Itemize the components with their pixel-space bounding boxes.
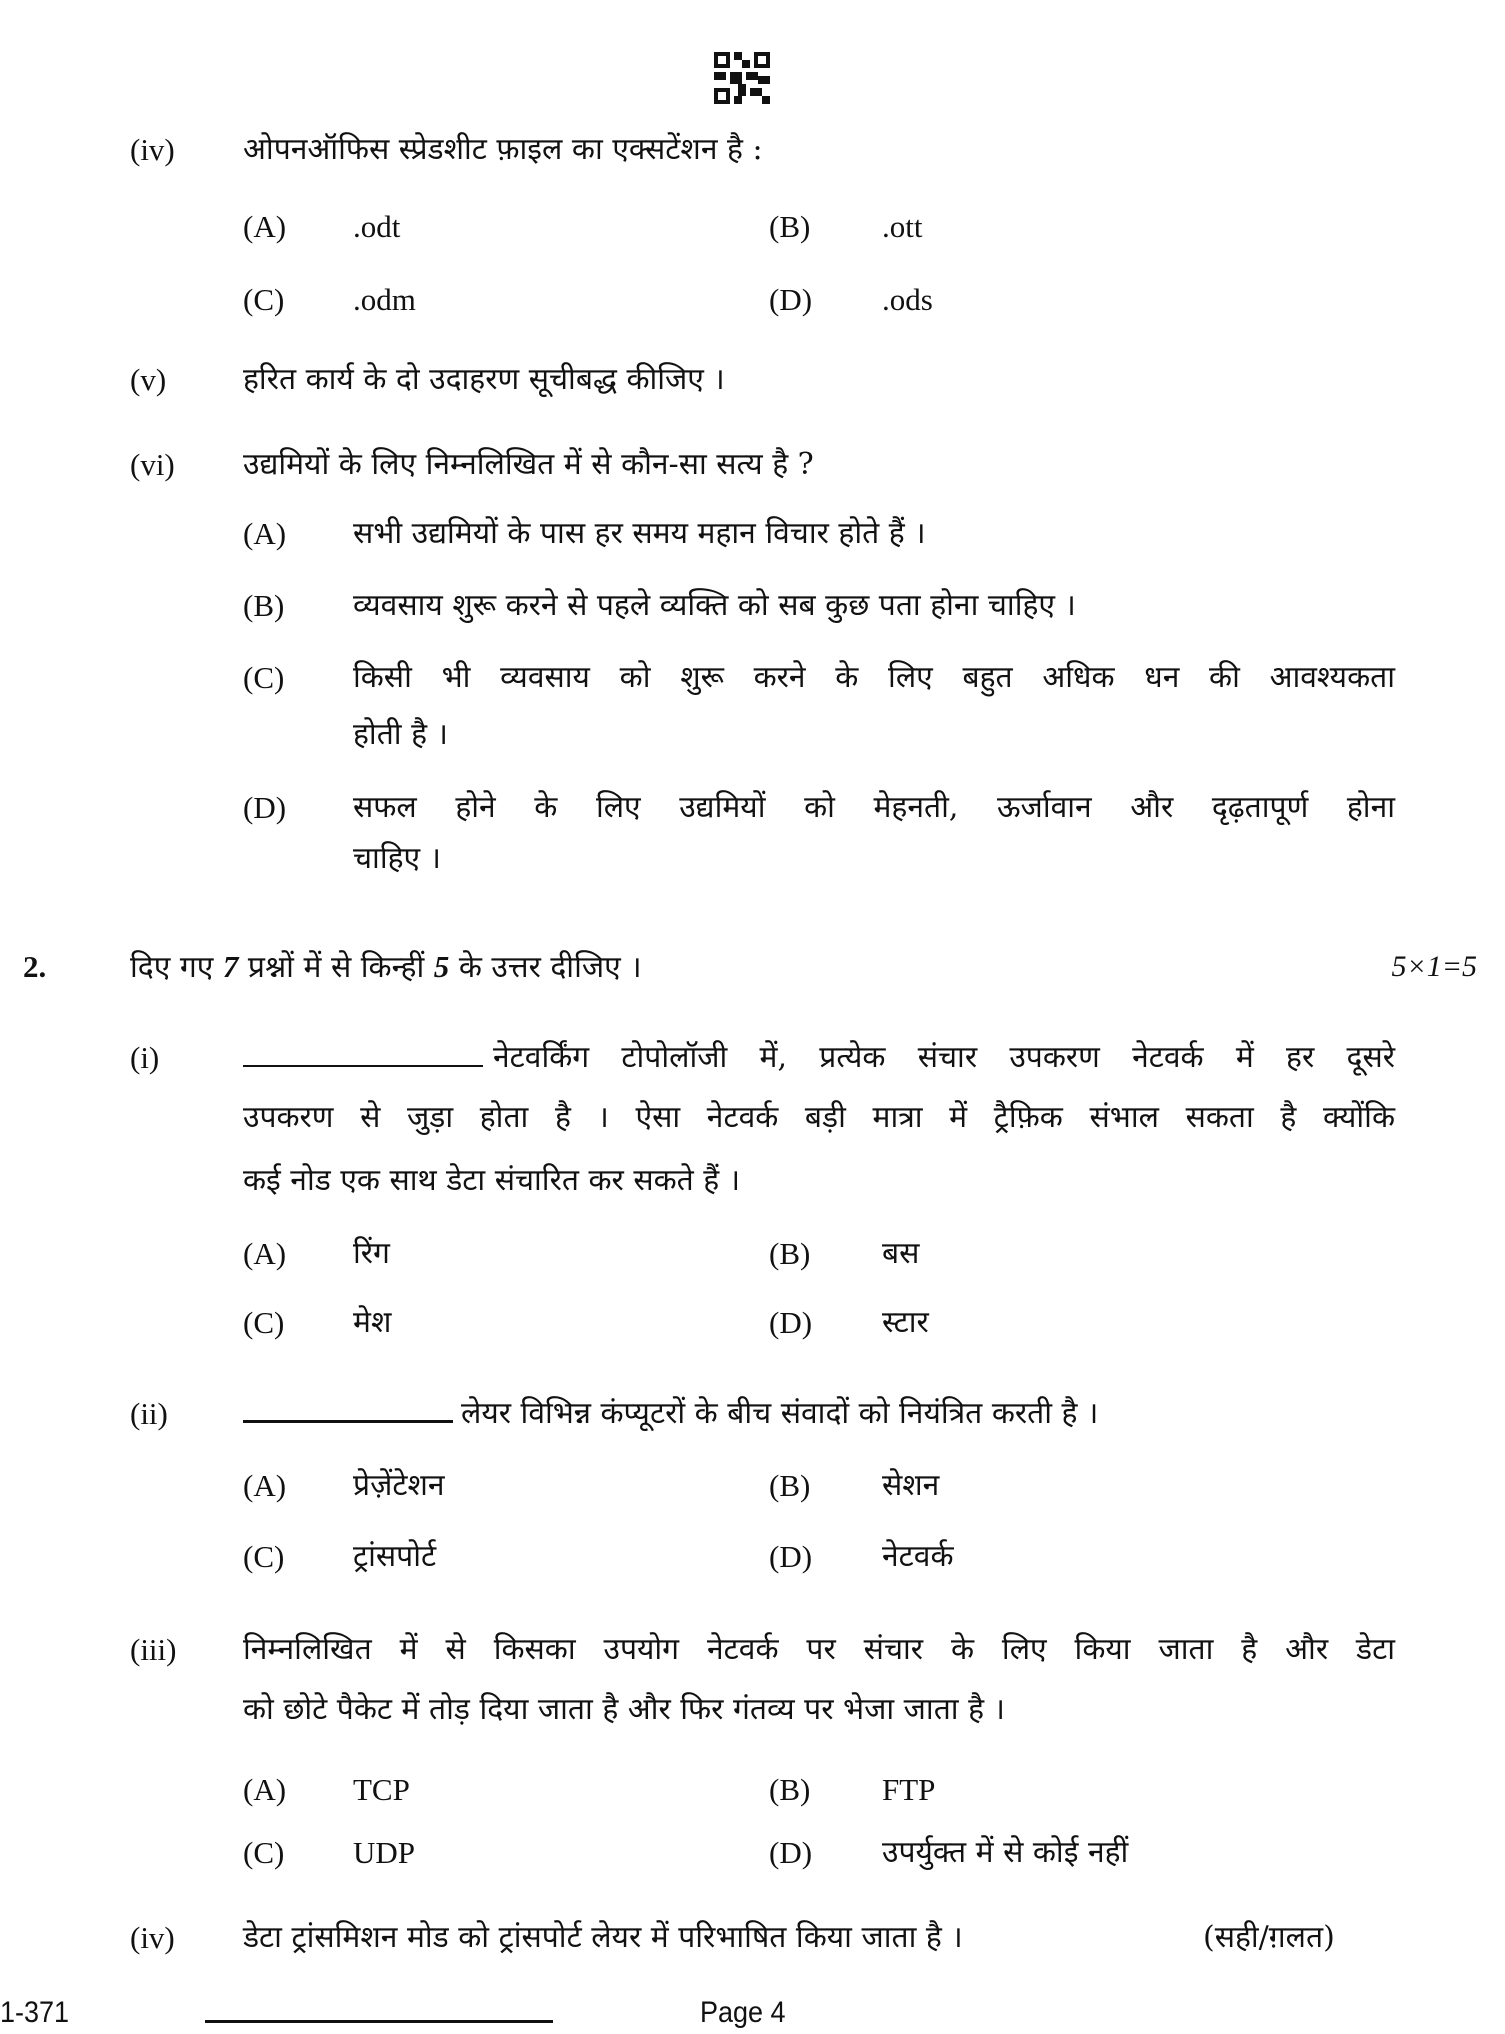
option-text: रिंग (353, 1236, 390, 1271)
option-text: मेश (353, 1305, 392, 1340)
option-label: (A) (243, 516, 287, 551)
question-number: (v) (130, 362, 167, 397)
paper-code: 1-371 (0, 1996, 70, 2029)
option-label: (B) (769, 209, 811, 244)
question-text: डेटा ट्रांसमिशन मोड को ट्रांसपोर्ट लेयर में परिभाषित किया जाता है । (243, 1920, 963, 1955)
question-text: नेटवर्किंग टोपोलॉजी में, प्रत्येक संचार उपकरण नेटवर्क में हर दूसरे (243, 1039, 1395, 1077)
option-label: (D) (769, 1835, 813, 1870)
option-label: (A) (243, 1772, 287, 1807)
option-text: ट्रांसपोर्ट (353, 1539, 437, 1574)
option-label: (B) (769, 1772, 811, 1807)
option-label: (D) (769, 1539, 813, 1574)
option-text: UDP (353, 1835, 416, 1870)
option-label: (D) (769, 282, 813, 317)
question-text: को छोटे पैकेट में तोड़ दिया जाता है और फिर गंतव्य पर भेजा जाता है । (243, 1692, 1005, 1727)
option-text-cont: होती है । (353, 717, 448, 752)
question-number: (ii) (130, 1396, 168, 1431)
option-text: TCP (353, 1772, 410, 1807)
option-text: प्रेज़ेंटेशन (353, 1468, 445, 1503)
question-number: (vi) (130, 447, 175, 482)
question-text: निम्नलिखित में से किसका उपयोग नेटवर्क पर संचार के लिए किया जाता है और डेटा (243, 1632, 1395, 1667)
option-text: स्टार (882, 1305, 929, 1340)
option-text: किसी भी व्यवसाय को शुरू करने के लिए बहुत अधिक धन की आवश्यकता (353, 660, 1395, 695)
option-label: (A) (243, 209, 287, 244)
question-instruction: दिए गए 7 प्रश्नों में से किन्हीं 5 के उत्तर दीजिए । (130, 949, 642, 985)
question-number: (iii) (130, 1632, 177, 1667)
option-text: व्यवसाय शुरू करने से पहले व्यक्ति को सब कुछ पता होना चाहिए । (353, 588, 1076, 623)
question-text: उद्यमियों के लिए निम्नलिखित में से कौन-सा सत्य है ? (243, 447, 814, 482)
option-label: (B) (243, 588, 285, 623)
option-text: सभी उद्यमियों के पास हर समय महान विचार होते हैं । (353, 516, 926, 551)
true-false-hint: (सही/ग़लत) (1203, 1920, 1335, 1955)
option-label: (A) (243, 1236, 287, 1271)
question-number: (iv) (130, 1920, 175, 1955)
option-text: .odm (353, 282, 416, 317)
option-text: सेशन (882, 1468, 940, 1503)
question-text: लेयर विभिन्न कंप्यूटरों के बीच संवादों को नियंत्रित करती है । (243, 1395, 1098, 1433)
option-text: बस (882, 1236, 920, 1271)
fill-blank (243, 1064, 483, 1067)
option-text: FTP (882, 1772, 936, 1807)
option-text: उपर्युक्त में से कोई नहीं (882, 1835, 1129, 1870)
footer-rule (205, 2020, 553, 2023)
option-label: (C) (243, 1539, 285, 1574)
option-text: .ods (882, 282, 933, 317)
option-label: (D) (243, 790, 287, 825)
option-label: (C) (243, 1305, 285, 1340)
option-text-cont: चाहिए । (353, 841, 442, 876)
option-text: .ott (882, 209, 923, 244)
question-text: उपकरण से जुड़ा होता है । ऐसा नेटवर्क बड़ी मात्रा में ट्रैफ़िक संभाल सकता है क्योंकि (243, 1100, 1395, 1135)
question-text: ओपनऑफिस स्प्रेडशीट फ़ाइल का एक्सटेंशन है : (243, 132, 763, 167)
question-number: (iv) (130, 132, 175, 167)
option-label: (D) (769, 1305, 813, 1340)
question-number: 2. (23, 949, 47, 984)
option-label: (B) (769, 1236, 811, 1271)
option-label: (C) (243, 1835, 285, 1870)
question-text: हरित कार्य के दो उदाहरण सूचीबद्ध कीजिए । (243, 362, 725, 397)
option-label: (B) (769, 1468, 811, 1503)
question-text: कई नोड एक साथ डेटा संचारित कर सकते हैं । (243, 1163, 741, 1198)
option-text: नेटवर्क (882, 1539, 954, 1574)
option-text: .odt (353, 209, 401, 244)
question-number: (i) (130, 1040, 160, 1075)
qr-code (714, 52, 770, 104)
fill-blank (243, 1419, 453, 1423)
option-label: (C) (243, 660, 285, 695)
option-text: सफल होने के लिए उद्यमियों को मेहनती, ऊर्जावान और दृढ़तापूर्ण होना (353, 790, 1395, 825)
page-number: Page 4 (700, 1996, 786, 2029)
option-label: (C) (243, 282, 285, 317)
marks: 5×1=5 (1391, 950, 1477, 983)
option-label: (A) (243, 1468, 287, 1503)
